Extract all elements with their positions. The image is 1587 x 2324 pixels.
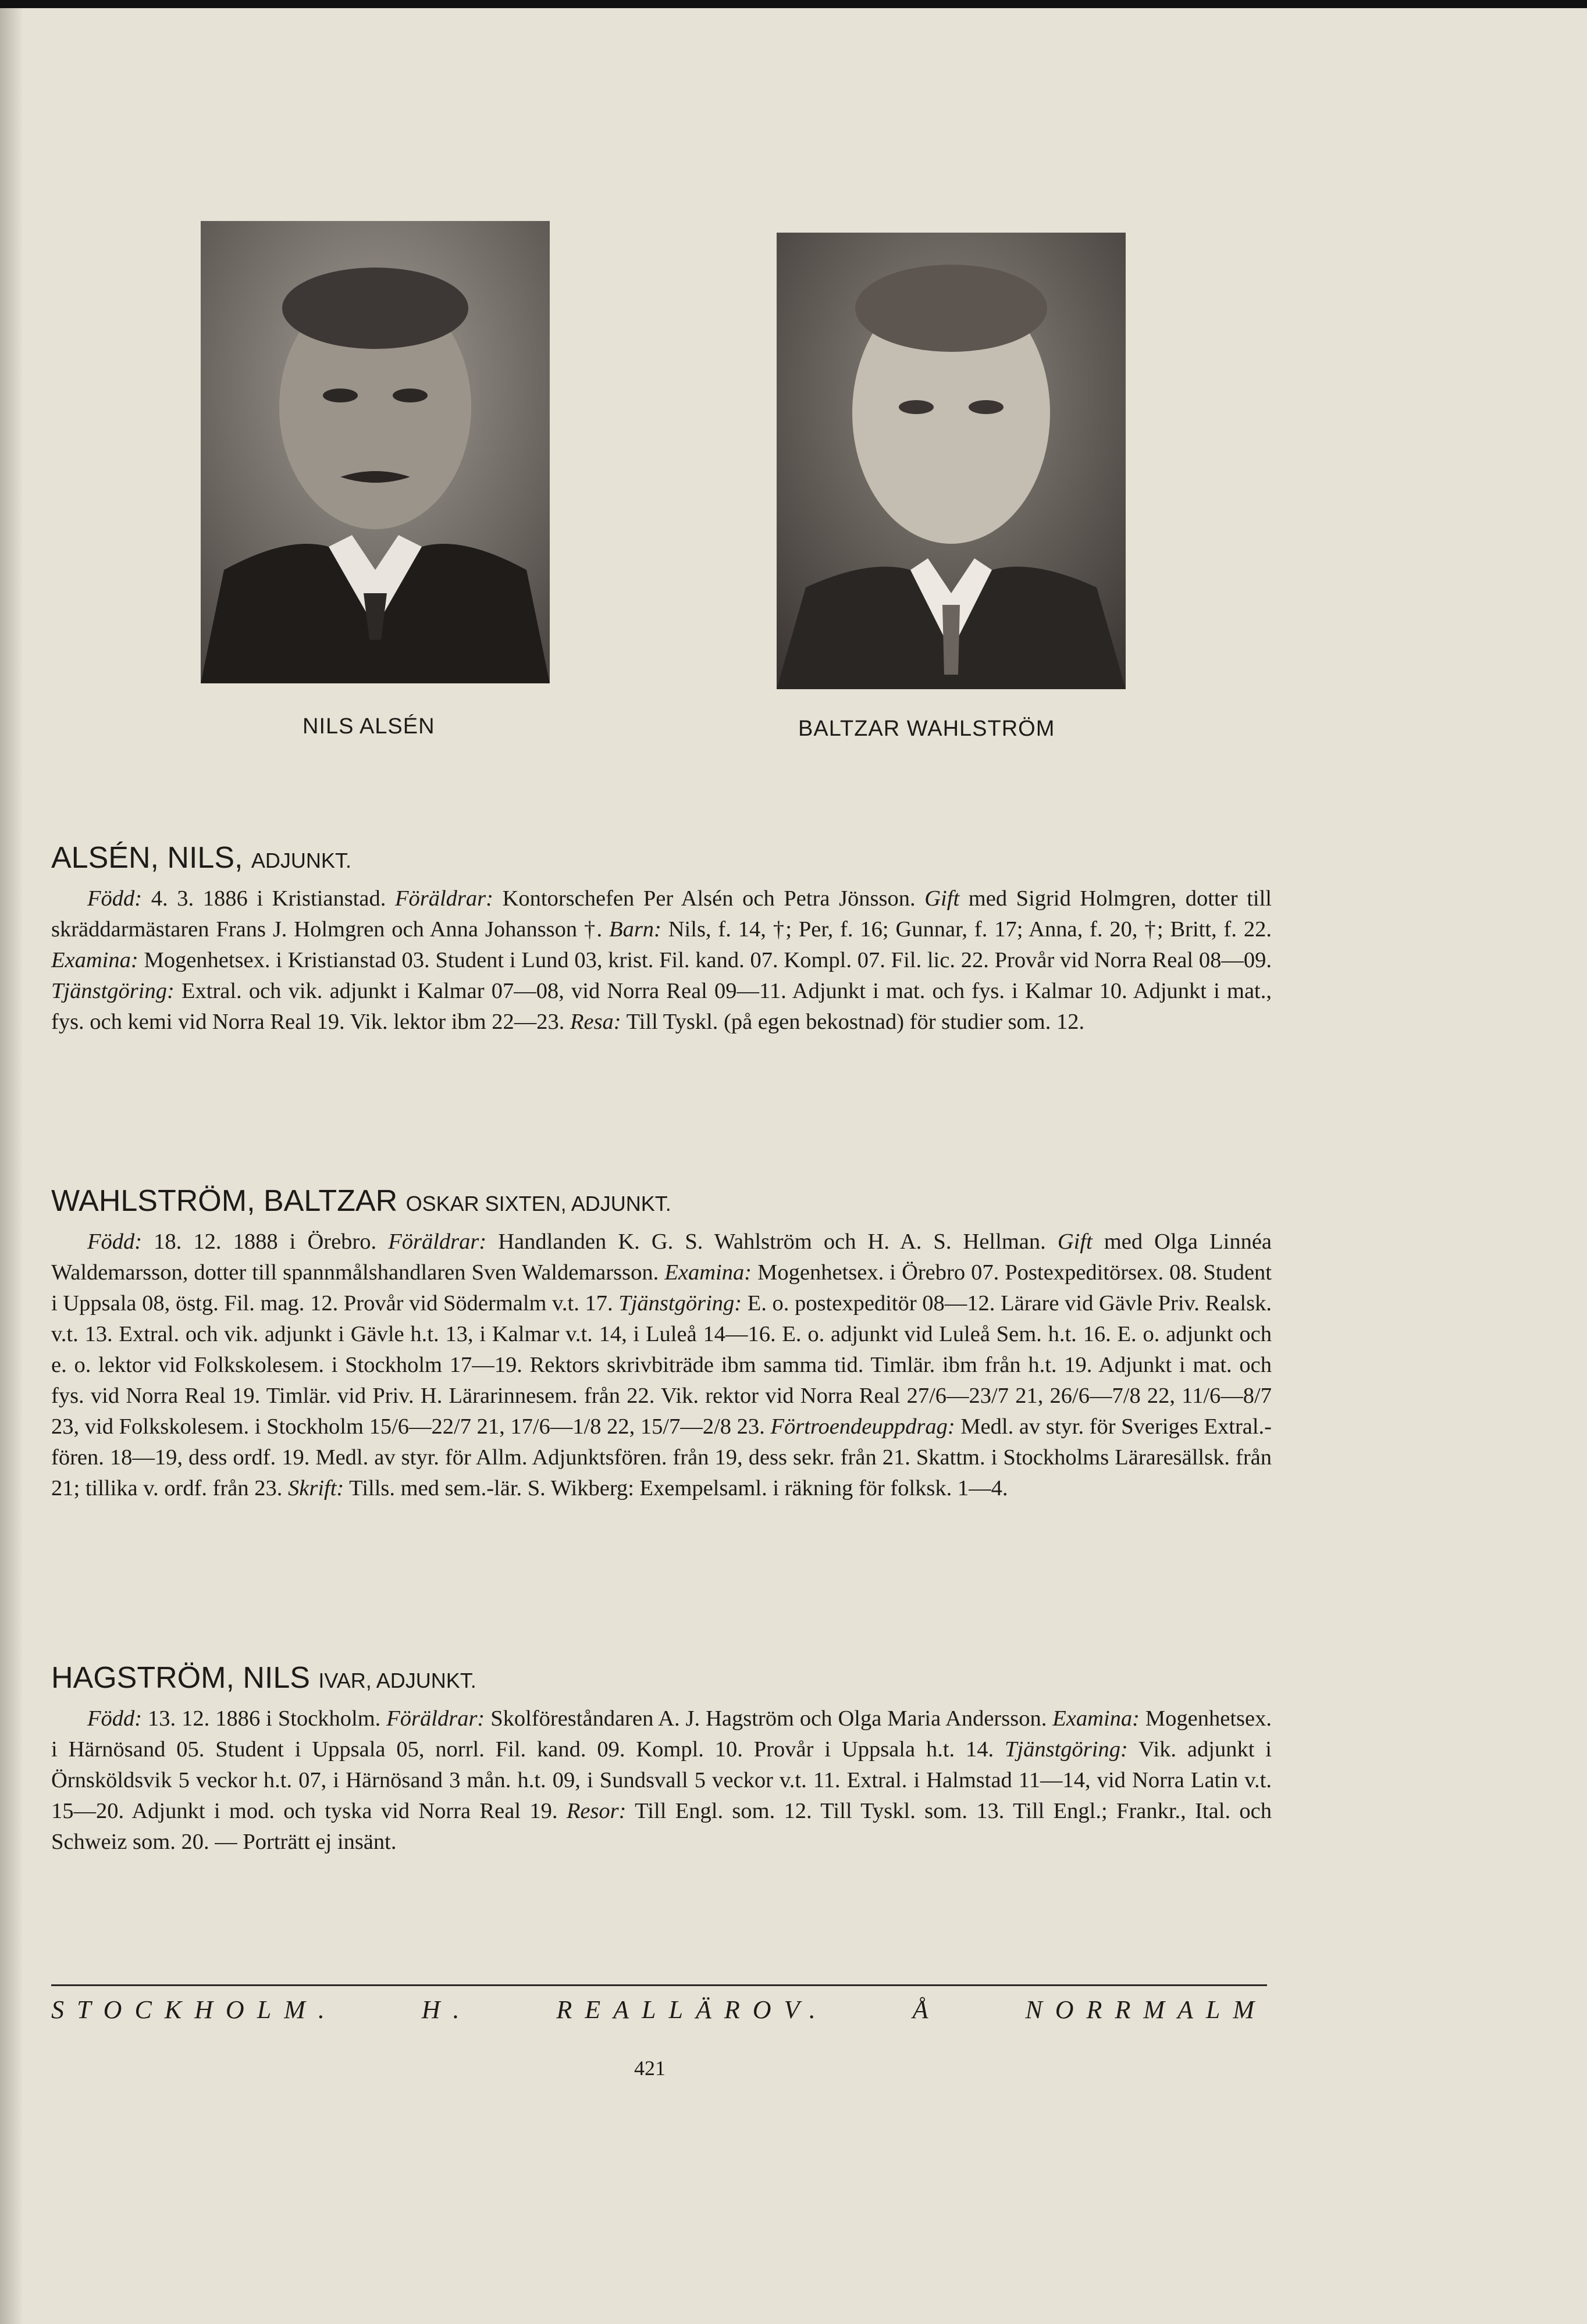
entry-subtitle: ADJUNKT. [251, 849, 351, 872]
label-foraldrar: Föräldrar: [394, 886, 493, 911]
footer-divider [51, 1984, 1267, 1986]
footer-a: Å [912, 1995, 941, 2024]
footer-norrmalm: NORRMALM [1025, 1995, 1267, 2024]
portrait-photo-nils-alsen [201, 221, 550, 683]
entry-heading [51, 1660, 1272, 1695]
text-tjanstgoring: E. o. postexpeditör 08—12. Lärare vid Gävle Priv. Realsk. v.t. 13. Extral. och vik. adjunkt i Gävle h.t. 13, i Kalmar v.t. 14, i Luleå 14—16. E. o. adjunkt vid Luleå Sem. h.t. 16. E. o. adjunkt och e. o. lektor vid Folkskolesem. i Stockholm 17—19. Rektors skrivbiträde ibm samma tid. Timlär. ibm från h.t. 19. Adjunkt i mat. och fys. vid Norra Real 19. Timlär. vid Priv. H. Lärarinnesem. från 22. Vik. rektor vid Norra Real 27/6—23/7 21, 26/6—7/8 22, 11/6—8/7 23, vid Folkskolesem. i Stockholm 15/6—22/7 21, 17/6—1/8 22, 15/7—2/8 23. [51, 1291, 1272, 1439]
entry-name: HAGSTRÖM, NILS [51, 1661, 310, 1695]
text-fodd: 18. 12. 1888 i Örebro. [142, 1229, 389, 1254]
text-foraldrar: Handlanden K. G. S. Wahlström och H. A. S. Hellman. [486, 1229, 1058, 1254]
text-tjanstgoring: Extral. och vik. adjunkt i Kalmar 07—08, vid Norra Real 09—11. Adjunkt i mat. och fys. i Kalmar 10. Adjunkt i mat., fys. och kemi vid Norra Real 19. Vik. lektor ibm 22—23. [51, 979, 1272, 1034]
biography-entry-alsen [51, 840, 1272, 1038]
portrait-photo-baltzar-wahlstrom [777, 233, 1126, 689]
label-foraldrar: Föräldrar: [388, 1229, 487, 1254]
binding-shadow [0, 8, 23, 2324]
footer-stockholm: STOCKHOLM. [51, 1995, 337, 2024]
entry-name: ALSÉN, NILS, [51, 841, 243, 875]
entry-heading [51, 1184, 1272, 1218]
text-fodd: 13. 12. 1886 i Stockholm. [142, 1706, 387, 1731]
entry-name: WAHLSTRÖM, BALTZAR [51, 1184, 398, 1218]
label-resa: Resa: [570, 1010, 621, 1034]
text-resa: Till Tyskl. (på egen bekostnad) för studier som. 12. [621, 1010, 1085, 1034]
label-examina: Examina: [51, 948, 138, 972]
text-resor: Till Engl. som. 12. Till Tyskl. som. 13. Till Engl.; Frankr., Ital. och Schweiz som. 20. — Porträtt ej insänt. [51, 1799, 1272, 1854]
biography-entry-hagstrom [51, 1660, 1272, 1858]
portrait-caption-1: NILS ALSÉN [303, 714, 435, 739]
top-border [0, 0, 1587, 8]
text-skrift: Tills. med sem.-lär. S. Wikberg: Exempelsaml. i räkning för folksk. 1—4. [344, 1476, 1008, 1500]
entry-heading [51, 840, 1272, 875]
portrait-caption-2: BALTZAR WAHLSTRÖM [798, 717, 1055, 741]
text-fortroendeuppdrag: Medl. av styr. för Sveriges Extral.-fören. 18—19, dess ordf. 19. Medl. av styr. för Allm. Adjunktsfören. från 19, dess sekr. från 21. Skattm. i Stockholms Läraresällsk. från 21; tillika v. ordf. från 23. [51, 1414, 1272, 1500]
label-fodd: Född: [87, 1229, 143, 1254]
page-number: 421 [634, 2056, 666, 2080]
label-skrift: Skrift: [288, 1476, 344, 1500]
text-examina: Mogenhetsex. i Härnösand 05. Student i Uppsala 05, norrl. Fil. kand. 09. Kompl. 10. Provår i Uppsala h.t. 14. [51, 1706, 1272, 1762]
footer-realarov: REALLÄROV. [556, 1995, 828, 2024]
text-examina: Mogenhetsex. i Örebro 07. Postexpeditörsex. 08. Student i Uppsala 08, östg. Fil. mag. 12. Provår vid Södermalm v.t. 17. [51, 1260, 1272, 1316]
entry-subtitle: IVAR, ADJUNKT. [318, 1669, 476, 1692]
label-fodd: Född: [87, 1706, 143, 1731]
text-foraldrar: Skolföreståndaren A. J. Hagström och Olga Maria Andersson. [485, 1706, 1053, 1731]
footer-h: H. [421, 1995, 472, 2024]
label-tjanstgoring: Tjänstgöring: [618, 1291, 742, 1316]
label-gift: Gift [924, 886, 960, 911]
label-fodd: Född: [87, 886, 143, 911]
label-examina: Examina: [1052, 1706, 1140, 1731]
text-gift: med Olga Linnéa Waldemarsson, dotter till spannmålshandlaren Sven Waldemarsson. [51, 1229, 1272, 1285]
label-examina: Examina: [664, 1260, 752, 1285]
entry-body [51, 1227, 1272, 1504]
text-fodd: 4. 3. 1886 i Kristianstad. [142, 886, 395, 911]
label-gift: Gift [1057, 1229, 1093, 1254]
text-foraldrar: Kontorschefen Per Alsén och Petra Jönsson. [493, 886, 925, 911]
text-tjanstgoring: Vik. adjunkt i Örnsköldsvik 5 veckor h.t. 07, i Härnösand 3 mån. h.t. 09, i Sundsvall 5 veckor v.t. 11. Extral. i Halmstad 11—14, vid Norra Latin v.t. 15—20. Adjunkt i mod. och tyska vid Norra Real 19. [51, 1737, 1272, 1823]
biography-entry-wahlstrom [51, 1184, 1272, 1504]
label-fortroendeuppdrag: Förtroendeuppdrag: [770, 1414, 955, 1439]
text-barn: Nils, f. 14, †; Per, f. 16; Gunnar, f. 17; Anna, f. 20, †; Britt, f. 22. [661, 917, 1272, 942]
text-gift: med Sigrid Holmgren, dotter till skräddarmästaren Frans J. Holmgren och Anna Johansson †. [51, 886, 1272, 942]
running-footer [51, 1995, 1267, 2024]
entry-body [51, 883, 1272, 1038]
label-foraldrar: Föräldrar: [386, 1706, 485, 1731]
label-tjanstgoring: Tjänstgöring: [51, 979, 175, 1003]
entry-subtitle: OSKAR SIXTEN, ADJUNKT. [405, 1192, 671, 1216]
label-resor: Resor: [566, 1799, 627, 1823]
entry-body [51, 1703, 1272, 1858]
label-tjanstgoring: Tjänstgöring: [1005, 1737, 1128, 1762]
label-barn: Barn: [609, 917, 661, 942]
text-examina: Mogenhetsex. i Kristianstad 03. Student i Lund 03, krist. Fil. kand. 07. Kompl. 07. Fil. lic. 22. Provår vid Norra Real 08—09. [138, 948, 1272, 972]
